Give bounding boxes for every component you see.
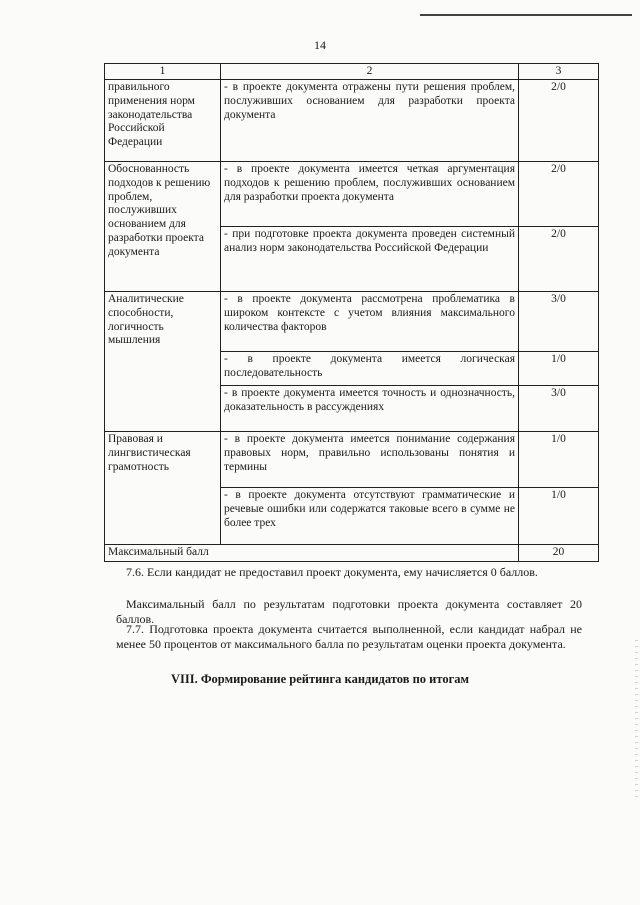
score-cell: 3/0 xyxy=(519,386,599,432)
table-row xyxy=(105,292,599,352)
indicator-cell: - в проекте документа имеется точность и однозначность, доказательность в рассуждениях xyxy=(221,386,519,432)
indicator-cell: - в проекте документа имеется четкая аргументация подходов к решению проблем, послуживших основанием для разработки проекта документа xyxy=(221,162,519,227)
indicator-cell: - в проекте документа отсутствуют грамматические и речевые ошибки или содержатся таковые всего в сумме не более трех xyxy=(221,488,519,545)
score-cell: 2/0 xyxy=(519,227,599,292)
table-header-row xyxy=(105,64,599,80)
table-row xyxy=(105,162,599,227)
indicator-cell: - в проекте документа рассмотрена проблематика в широком контексте с учетом влияния максимального количества факторов xyxy=(221,292,519,352)
indicator-cell: - в проекте документа имеется логическая последовательность xyxy=(221,352,519,386)
score-cell: 1/0 xyxy=(519,352,599,386)
score-cell: 2/0 xyxy=(519,162,599,227)
score-cell: 1/0 xyxy=(519,432,599,488)
indicator-cell: - при подготовке проекта документа проведен системный анализ норм законодательства Российской Федерации xyxy=(221,227,519,292)
score-cell: 2/0 xyxy=(519,80,599,162)
criteria-table xyxy=(104,63,599,562)
header-cell: 3 xyxy=(519,64,599,80)
indicator-cell: - в проекте документа отражены пути решения проблем, послуживших основанием для разработки проекта документа xyxy=(221,80,519,162)
max-score-row xyxy=(105,545,599,562)
header-cell: 1 xyxy=(105,64,221,80)
header-cell: 2 xyxy=(221,64,519,80)
paragraph-7-6: 7.6. Если кандидат не предоставил проект документа, ему начисляется 0 баллов. xyxy=(126,565,538,579)
criterion-cell: Обоснованность подходов к решению проблем, послуживших основанием для разработки проекта документа xyxy=(105,162,221,292)
table-row xyxy=(105,80,599,162)
section-title: VIII. Формирование рейтинга кандидатов по итогам xyxy=(170,672,470,686)
table-row xyxy=(105,432,599,488)
indicator-cell: - в проекте документа имеется понимание содержания правовых норм, правильно использованы понятия и термины xyxy=(221,432,519,488)
page-number: 14 xyxy=(314,38,326,52)
criterion-cell: правильного применения норм законодательства Российской Федерации xyxy=(105,80,221,162)
score-cell: 3/0 xyxy=(519,292,599,352)
criterion-cell: Аналитические способности, логичность мышления xyxy=(105,292,221,432)
scan-margin-artifact xyxy=(635,640,638,800)
max-score-label: Максимальный балл xyxy=(105,545,519,562)
criterion-cell: Правовая и лингвистическая грамотность xyxy=(105,432,221,545)
top-rule xyxy=(420,14,632,16)
paragraph-max-score: Максимальный балл по результатам подготовки проекта документа составляет 20 баллов. xyxy=(116,597,582,626)
max-score-value: 20 xyxy=(519,545,599,562)
paragraph-7-7: 7.7. Подготовка проекта документа считается выполненной, если кандидат набрал не менее 50 процентов от максимального балла по результатам оценки проекта документа. xyxy=(116,622,582,651)
score-cell: 1/0 xyxy=(519,488,599,545)
